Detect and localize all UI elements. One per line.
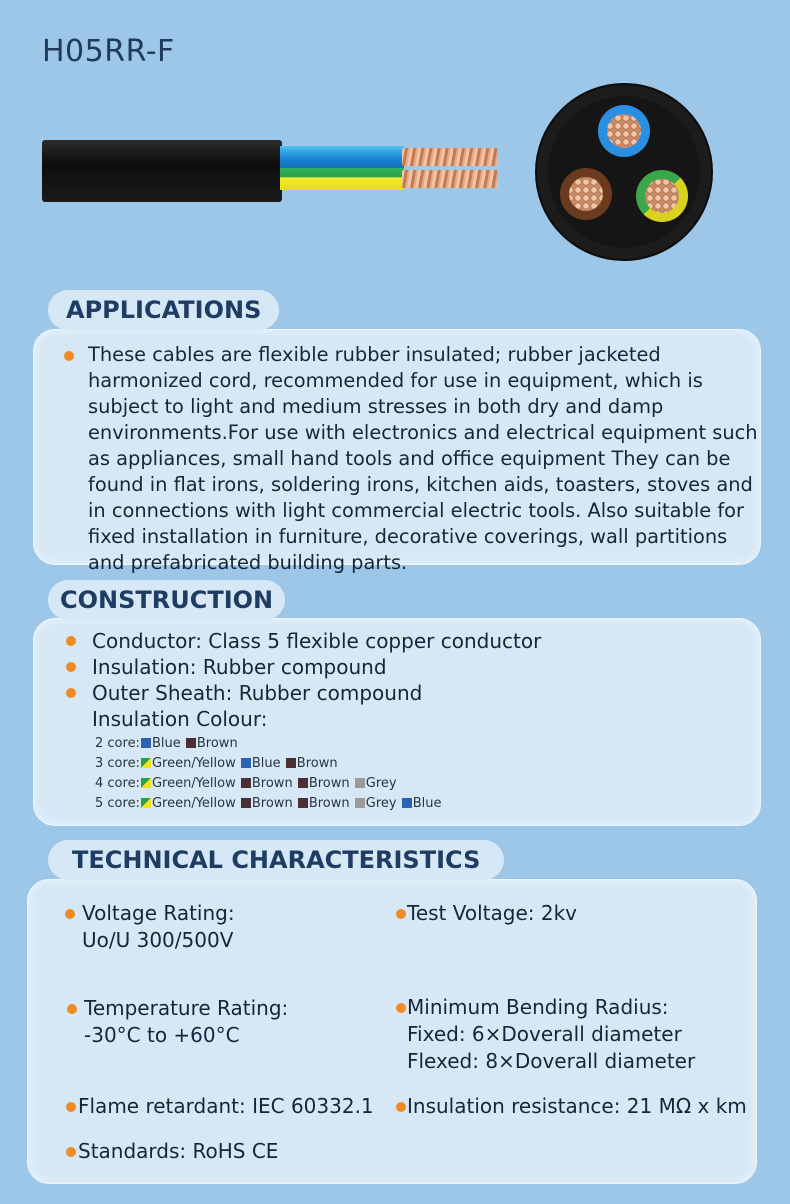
- cable-cross-section-illustration: [534, 82, 714, 262]
- product-title: H05RR-F: [42, 34, 175, 69]
- temperature-value: -30°C to +60°C: [84, 1023, 240, 1047]
- colour-name: Blue: [412, 796, 442, 811]
- grey-swatch-icon: [355, 778, 365, 788]
- green-yellow-swatch-icon: [141, 798, 151, 808]
- colour-name: Brown: [308, 796, 350, 811]
- colour-name: Blue: [251, 756, 281, 771]
- green-yellow-swatch-icon: [141, 778, 151, 788]
- outer-sheath-spec: Outer Sheath: Rubber compound: [92, 681, 423, 705]
- bending-fixed: Fixed: 6×Doverall diameter: [407, 1022, 682, 1046]
- blue-swatch-icon: [141, 738, 151, 748]
- bullet-icon: [66, 636, 76, 646]
- bullet-icon: [66, 1147, 76, 1157]
- cable-side-illustration: [42, 138, 512, 204]
- copper-strands-graphic: [402, 170, 498, 188]
- bending-label: Minimum Bending Radius:: [407, 995, 669, 1019]
- insulation-colour-label: Insulation Colour:: [92, 707, 268, 731]
- bullet-icon: [65, 909, 75, 919]
- colour-name: Brown: [308, 776, 350, 791]
- core-label: 2 core:: [95, 736, 140, 751]
- applications-heading: APPLICATIONS: [48, 290, 279, 330]
- blue-swatch-icon: [241, 758, 251, 768]
- test-voltage: Test Voltage: 2kv: [407, 901, 577, 925]
- core-label: 3 core:: [95, 756, 140, 771]
- bullet-icon: [396, 909, 406, 919]
- conductor-spec: Conductor: Class 5 flexible copper conductor: [92, 629, 542, 653]
- voltage-label: Voltage Rating:: [82, 901, 235, 925]
- bending-radius: [407, 994, 695, 1075]
- technical-heading: TECHNICAL CHARACTERISTICS: [48, 840, 504, 880]
- standards: Standards: RoHS CE: [78, 1139, 279, 1163]
- construction-heading: CONSTRUCTION: [48, 580, 285, 620]
- core-4-colours: [95, 776, 397, 791]
- colour-name: Green/Yellow: [151, 776, 236, 791]
- brown-swatch-icon: [241, 798, 251, 808]
- brown-swatch-icon: [298, 778, 308, 788]
- core-label: 4 core:: [95, 776, 140, 791]
- core-5-colours: [95, 796, 442, 811]
- brown-swatch-icon: [186, 738, 196, 748]
- colour-name: Brown: [296, 756, 338, 771]
- bullet-icon: [67, 1004, 77, 1014]
- brown-swatch-icon: [241, 778, 251, 788]
- core-label: 5 core:: [95, 796, 140, 811]
- colour-name: Grey: [365, 776, 397, 791]
- copper-strands-graphic: [402, 148, 498, 166]
- bullet-icon: [66, 688, 76, 698]
- bending-flexed: Flexed: 8×Doverall diameter: [407, 1049, 696, 1073]
- grey-swatch-icon: [355, 798, 365, 808]
- green-yellow-core-graphic: [280, 168, 404, 190]
- voltage-value: Uo/U 300/500V: [82, 928, 234, 952]
- core-2-colours: [95, 736, 238, 751]
- brown-swatch-icon: [286, 758, 296, 768]
- colour-name: Grey: [365, 796, 397, 811]
- temperature-label: Temperature Rating:: [84, 996, 289, 1020]
- outer-sheath-graphic: [42, 140, 282, 202]
- core-3-colours: [95, 756, 338, 771]
- colour-name: Brown: [196, 736, 238, 751]
- bullet-icon: [396, 1102, 406, 1112]
- colour-name: Green/Yellow: [151, 796, 236, 811]
- bullet-icon: [396, 1003, 406, 1013]
- temperature-rating: [84, 995, 288, 1049]
- green-yellow-swatch-icon: [141, 758, 151, 768]
- applications-text: These cables are flexible rubber insulated; rubber jacketed harmonized cord, recommended for use in equipment, which is subject to light and medium stresses in both dry and damp environments.For use with electronics and electrical equipment such as appliances, small hand tools and office equipment They can be found in flat irons, soldering irons, kitchen aids, toasters, stoves and in connections with light commercial electric tools. Also suitable for fixed installation in furniture, decorative coverings, wall partitions and prefabricated building parts.: [88, 343, 758, 574]
- colour-name: Brown: [251, 776, 293, 791]
- blue-swatch-icon: [402, 798, 412, 808]
- voltage-rating: [82, 900, 235, 954]
- bullet-icon: [66, 662, 76, 672]
- blue-core-graphic: [280, 146, 404, 168]
- colour-name: Brown: [251, 796, 293, 811]
- brown-swatch-icon: [298, 798, 308, 808]
- flame-retardant: Flame retardant: IEC 60332.1: [78, 1094, 374, 1118]
- colour-name: Green/Yellow: [151, 756, 236, 771]
- insulation-resistance: Insulation resistance: 21 MΩ x km: [407, 1094, 747, 1118]
- colour-name: Blue: [151, 736, 181, 751]
- bullet-icon: [66, 1102, 76, 1112]
- insulation-spec: Insulation: Rubber compound: [92, 655, 387, 679]
- bullet-icon: [64, 351, 74, 361]
